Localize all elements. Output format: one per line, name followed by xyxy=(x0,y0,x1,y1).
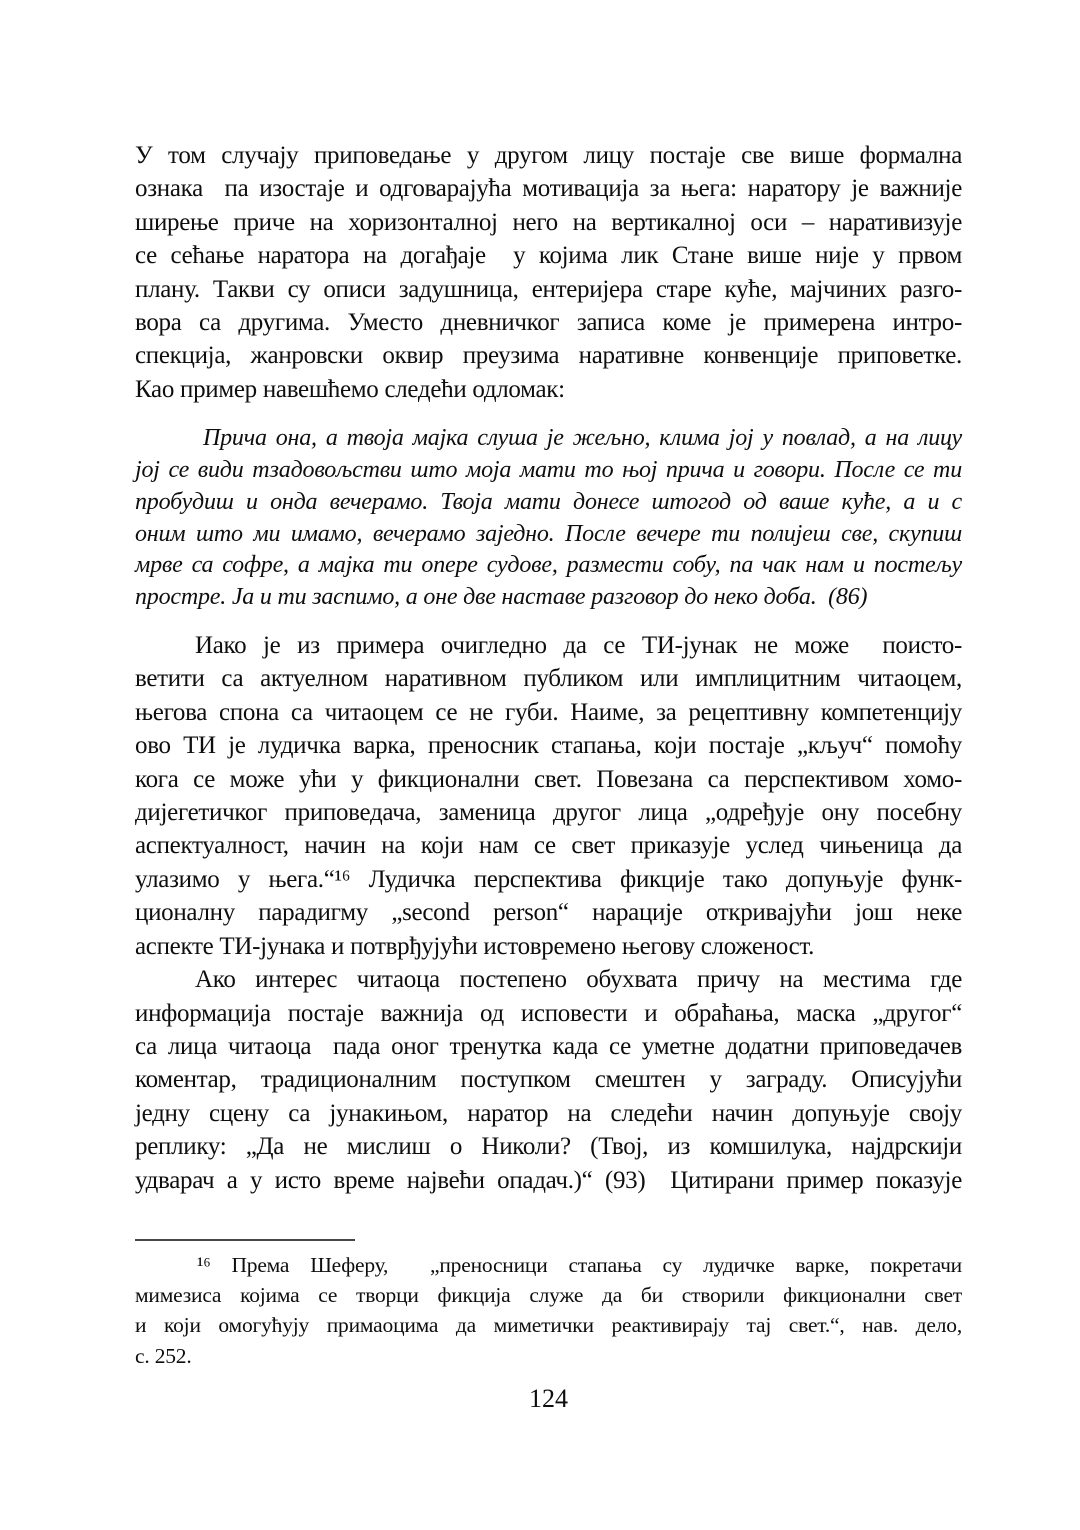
text-line: се сећање наратора на догађаје у којима лик Стане више није у првом xyxy=(135,242,962,270)
text-line: ово ТИ је лудичка варка, преносник стапања, који постаје „кључ“ помоћу xyxy=(135,732,962,760)
text-line: Као пример навешћемо следећи одломак: xyxy=(135,375,565,403)
text-line: с. 252. xyxy=(135,1343,192,1368)
page-number: 124 xyxy=(529,1383,568,1413)
text-line: ветити са актуелном наративном публиком или имплицитним читаоцем, xyxy=(135,665,962,693)
text-line: Иако је из примера очигледно да се ТИ-јунак не може поисто- xyxy=(195,632,962,660)
paragraph-2 xyxy=(135,629,962,963)
text-line: спекција, жанровски оквир преузима наративне конвенције приповетке. xyxy=(135,342,962,370)
text-line: и који омогућују примаоцима да миметички реактивирају тај свет.“, нав. дело, xyxy=(135,1313,962,1338)
text-line: информација постаје важнија од исповести и обраћања, маска „другог“ xyxy=(135,999,962,1027)
paragraph-3 xyxy=(135,963,962,1197)
text-line: Ако интерес читаоца постепено обухвата причу на местима где xyxy=(195,966,962,994)
text-line: улазимо у њега.“¹⁶ Лудичка перспектива фикције тако допуњује функ- xyxy=(135,865,962,893)
text-line: мимезиса којима се творци фикција служе да би створили фикционални свет xyxy=(135,1283,962,1308)
text-line: реплику: „Да не мислиш о Николи? (Твој, из комшилука, најдрскији xyxy=(135,1133,962,1161)
text-line: његова спона са читаоцем се не губи. Наиме, за рецептивну компетенцију xyxy=(135,698,962,726)
text-line: једну сцену са јунакињом, наратор на следећи начин допуњује своју xyxy=(135,1099,962,1127)
text-line: оним што ми имамо, вечерамо заједно. После вечере ти полијеш све, скупиш xyxy=(135,520,962,547)
text-line: аспекте ТИ-јунака и потврђујући истовремено његову сложеност. xyxy=(135,932,815,960)
text-column xyxy=(135,139,962,1414)
text-line: аспектуалност, начин на који нам се свет приказује услед чињеница да xyxy=(135,832,962,860)
block-quote xyxy=(135,423,962,614)
text-line: простре. Ја и ти заспимо, а оне две наставе разговор до неко доба. (86) xyxy=(135,584,868,611)
text-line: јој се види тзадовољстви што моја мати то њој прича и говори. После се ти xyxy=(135,457,962,484)
text-line: удварач а у исто време највећи опадач.)“ (93) Цитирани пример показује xyxy=(135,1166,962,1194)
text-line: дијегетичког приповедача, заменица другог лица „одређује ону посебну xyxy=(135,799,962,827)
text-line: кога се може ући у фикционални свет. Повезана са перспективом хомо- xyxy=(135,765,962,793)
text-line: ционалну парадигму „second person“ нарације откривајући још неке xyxy=(135,899,962,927)
text-line: ¹⁶ Према Шеферу, „преносници стапања су лудичке варке, покретачи xyxy=(197,1252,962,1277)
text-line: плану. Такви су описи задушница, ентеријера старе куће, мајчиних разго- xyxy=(135,275,962,303)
text-line: У том случају приповедање у другом лицу постаје све више формална xyxy=(135,142,962,169)
text-line: мрве са софре, а мајка ти опере судове, размести собу, па чак нам и постељу xyxy=(135,552,962,579)
text-line: вора са другима. Уместо дневничког записа коме је примерена интро- xyxy=(135,309,962,337)
text-line: са лица читаоца пада оног тренутка када се уметне додатни приповедачев xyxy=(135,1032,962,1060)
text-line: ознака па изостаје и одговарајућа мотивација за њега: наратору је важније xyxy=(135,175,962,203)
footnote-16 xyxy=(135,1250,962,1371)
text-line: пробудиш и онда вечерамо. Твоја мати донесе штогод од ваше куће, а и с xyxy=(135,488,962,515)
text-line: коментар, традиционалним поступком смештен у заграду. Описујући xyxy=(135,1066,962,1094)
paragraph-1 xyxy=(135,139,962,406)
footnote-separator xyxy=(135,1239,355,1241)
footnote-area xyxy=(135,1250,962,1371)
text-line: ширење приче на хоризонталној него на вертикалној оси – наративизује xyxy=(135,208,962,236)
text-line: Прича она, а твоја мајка слуша је жељно, клима јој у повлад, а на лицу xyxy=(203,425,962,452)
main-text xyxy=(135,139,962,1197)
